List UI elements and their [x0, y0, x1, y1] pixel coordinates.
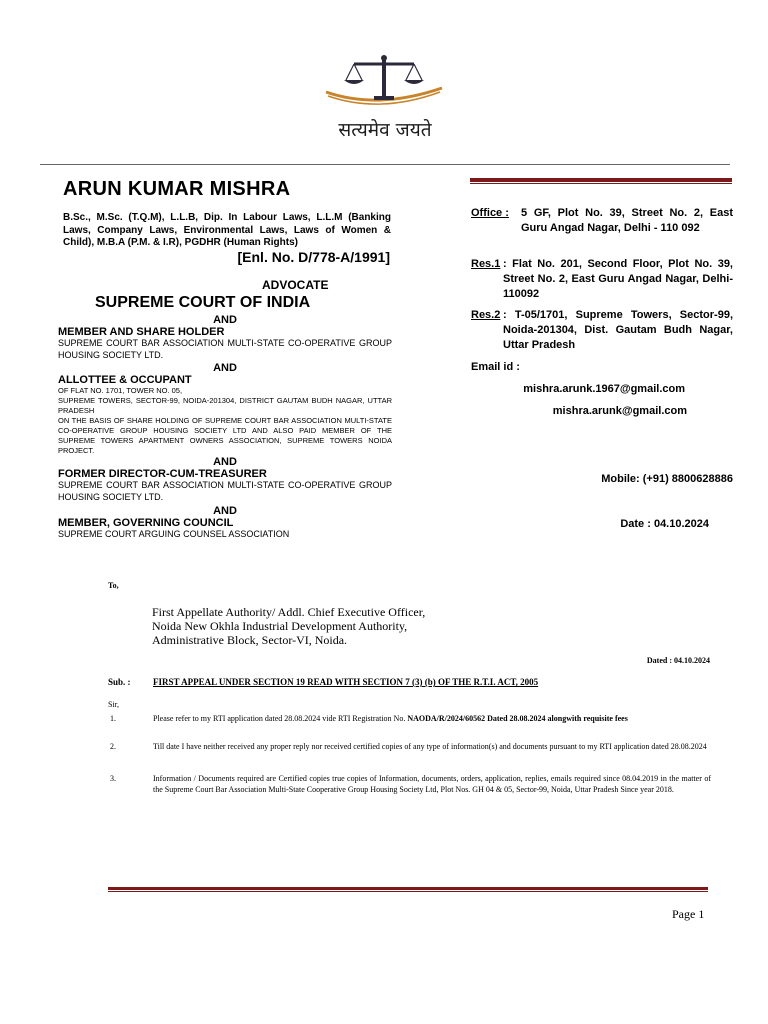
- former-heading: FORMER DIRECTOR-CUM-TREASURER: [58, 468, 267, 480]
- res2-label: Res.2: [471, 309, 501, 321]
- subject-label: Sub. :: [108, 677, 131, 687]
- footer-divider-thin: [108, 891, 708, 892]
- addressee-block: [152, 605, 425, 647]
- and-separator: AND: [213, 505, 237, 517]
- office-address: [471, 206, 733, 236]
- footer-divider: [108, 887, 708, 890]
- salutation: Sir,: [108, 700, 120, 709]
- para-2-number: 2.: [110, 742, 116, 751]
- para-3-text: Information / Documents required are Certified copies true copies of Information, documents, orders, application, replies, emails required since 08.04.2019 in the matter of the Supreme Court Bar Association Multi-State Cooperative Group Housing Society Ltd, Plot Nos. GH 04 & 05, Sector-99, Noida, Uttar Pradesh Since year 2018.: [153, 774, 711, 794]
- to-line: To,: [108, 581, 119, 590]
- email-label: Email id :: [471, 361, 520, 373]
- council-text: SUPREME COURT ARGUING COUNSEL ASSOCIATION: [58, 529, 290, 539]
- allottee-text-3: ON THE BASIS OF SHARE HOLDING OF SUPREME COURT BAR ASSOCIATION MULTI-STATE CO-OPERATIVE GROUP HOUSING SOCIETY LTD AND ALSO PAID MEMBER OF THE SUPREME TOWERS APARTMENT OWNERS ASSOCIATION, SUPREME TOWERS NOIDA PROJECT.: [58, 416, 392, 455]
- page-number: Page 1: [672, 907, 705, 921]
- advocate-name: ARUN KUMAR MISHRA: [63, 178, 291, 200]
- addressee-line-1: First Appellate Authority/ Addl. Chief Executive Officer,: [152, 605, 426, 619]
- allottee-heading: ALLOTTEE & OCCUPANT: [58, 374, 192, 386]
- advocate-title: ADVOCATE: [262, 278, 329, 292]
- mobile-number: Mobile: (+91) 8800628886: [601, 473, 733, 485]
- res1-label: Res.1: [471, 258, 501, 270]
- letterhead-date: Date : 04.10.2024: [620, 518, 709, 530]
- court-name: SUPREME COURT OF INDIA: [95, 294, 311, 311]
- council-heading: MEMBER, GOVERNING COUNCIL: [58, 517, 234, 529]
- para-3-number: 3.: [110, 774, 116, 783]
- office-text: 5 GF, Plot No. 39, Street No. 2, East Guru Angad Nagar, Delhi - 110 092: [521, 207, 733, 234]
- scales-of-justice-icon: [318, 52, 450, 114]
- enrolment-number: [Enl. No. D/778-A/1991]: [237, 249, 390, 265]
- and-separator: AND: [213, 314, 237, 326]
- email-1[interactable]: mishra.arunk.1967@gmail.com: [523, 383, 685, 395]
- para-1: [153, 714, 711, 725]
- qualifications: B.Sc., M.Sc. (T.Q.M), L.L.B, Dip. In Labour Laws, L.L.M (Banking Laws, Company Laws, Environmental Laws, Laws of Women & Child), M.B.A (P.M. & I.R), PGDHR (Human Rights): [63, 212, 391, 248]
- residence-2-address: [471, 308, 733, 353]
- subject-text: FIRST APPEAL UNDER SECTION 19 READ WITH SECTION 7 (3) (b) OF THE R.T.I. ACT, 2005: [153, 677, 539, 687]
- email-2[interactable]: mishra.arunk@gmail.com: [552, 405, 687, 417]
- res2-text: : T-05/1701, Supreme Towers, Sector-99, Noida-201304, Dist. Gautam Budh Nagar, Uttar Pradesh: [503, 309, 733, 351]
- dated-line: Dated : 04.10.2024: [646, 656, 710, 665]
- and-separator: AND: [213, 362, 237, 374]
- emblem-motto: सत्यमेव जयते: [338, 119, 432, 141]
- allottee-text-2: SUPREME TOWERS, SECTOR-99, NOIDA-201304, DISTRICT GAUTAM BUDH NAGAR, UTTAR PRADESH: [58, 396, 392, 415]
- residence-1-address: [471, 257, 733, 302]
- member-text: SUPREME COURT BAR ASSOCIATION MULTI-STATE CO-OPERATIVE GROUP HOUSING SOCIETY LTD.: [58, 338, 392, 360]
- para-1-bold: NAODA/R/2024/60562 Dated 28.08.2024 alongwith requisite fees: [407, 714, 628, 723]
- office-label: Office :: [471, 207, 509, 219]
- header-divider: [40, 164, 730, 165]
- allottee-text-1: OF FLAT NO. 1701, TOWER NO. 05,: [58, 386, 183, 395]
- contact-divider-thin: [470, 183, 732, 184]
- addressee-line-3: Administrative Block, Sector-VI, Noida.: [152, 633, 348, 647]
- former-text: SUPREME COURT BAR ASSOCIATION MULTI-STATE CO-OPERATIVE GROUP HOUSING SOCIETY LTD.: [58, 480, 392, 502]
- designations-block: [58, 314, 392, 541]
- res1-text: : Flat No. 201, Second Floor, Plot No. 39, Street No. 2, East Guru Angad Nagar, Delhi-110092: [503, 258, 733, 300]
- para-2-text: Till date I have neither received any proper reply nor received certified copies of any type of information(s) and documents pursuant to my RTI application dated 28.08.2024: [153, 742, 707, 751]
- member-heading: MEMBER AND SHARE HOLDER: [58, 326, 225, 338]
- contact-divider: [470, 178, 732, 182]
- and-separator: AND: [213, 456, 237, 468]
- para-1-text: Please refer to my RTI application dated 28.08.2024 vide RTI Registration No.: [153, 714, 406, 723]
- addressee-line-2: Noida New Okhla Industrial Development Authority,: [152, 619, 408, 633]
- para-1-number: 1.: [110, 714, 116, 723]
